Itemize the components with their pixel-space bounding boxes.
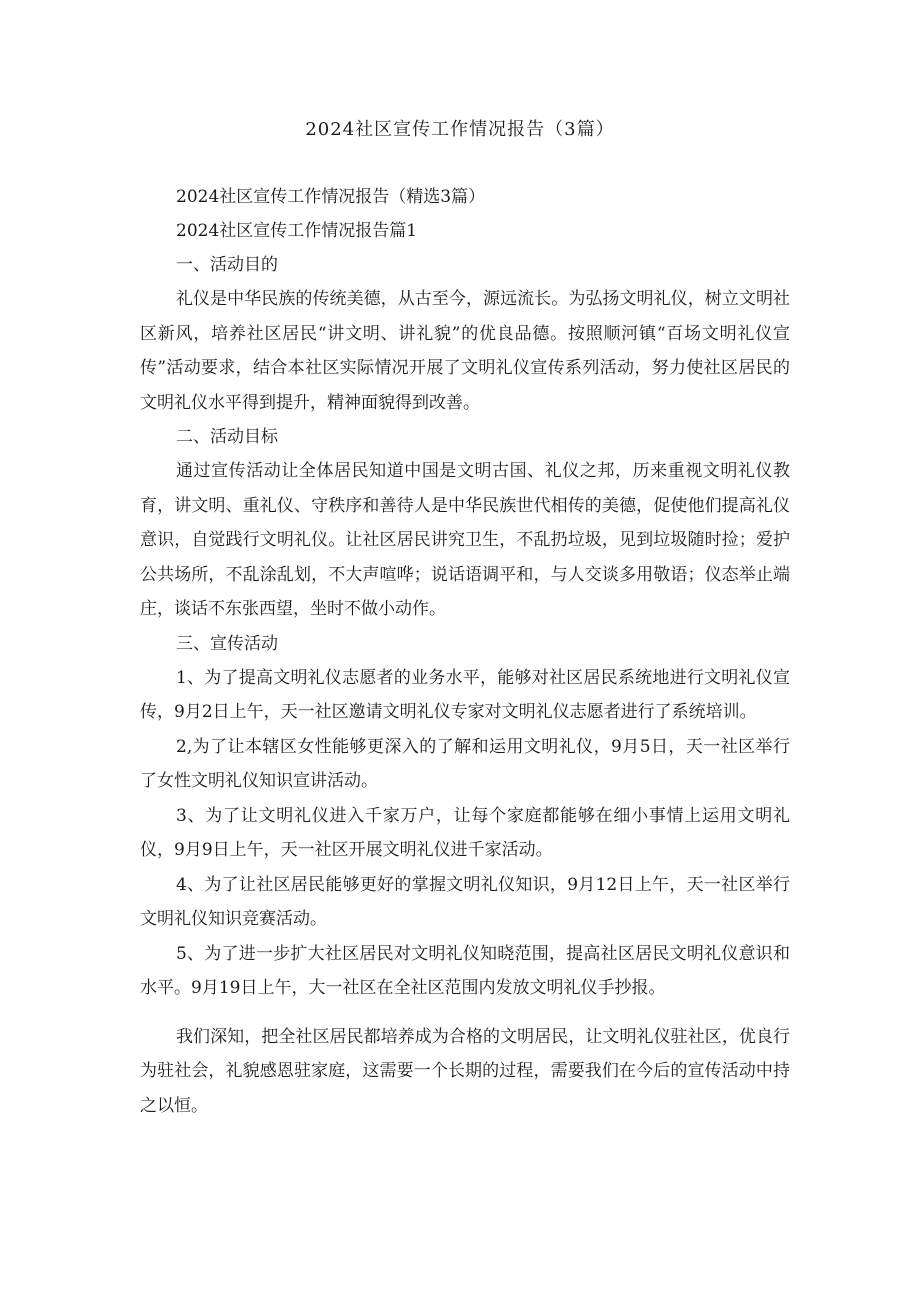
activity-item-4: 4、为了让社区居民能够更好的掌握文明礼仪知识，9月12日上午，天一社区举行文明礼仪知识竞赛活动。 — [140, 874, 790, 929]
document-subtitle: 2024社区宣传工作情况报告（精选3篇） — [176, 187, 486, 207]
section-heading-goal: 二、活动目标 — [176, 427, 278, 447]
paragraph-purpose: 礼仪是中华民族的传统美德，从古至今，源远流长。为弘扬文明礼仪，树立文明社区新风，培养社区居民“讲文明、讲礼貌”的优良品德。按照顺河镇“百场文明礼仪宣传”活动要求，结合本社区实际情况开展了文明礼仪宣传系列活动，努力使社区居民的文明礼仪水平得到提升，精神面貌得到改善。 — [140, 289, 790, 413]
activity-item-1: 1、为了提高文明礼仪志愿者的业务水平，能够对社区居民系统地进行文明礼仪宣传，9月2日上午，天一社区邀请文明礼仪专家对文明礼仪志愿者进行了系统培训。 — [140, 667, 790, 722]
activity-item-3: 3、为了让文明礼仪进入千家万户，让每个家庭都能够在细小事情上运用文明礼仪，9月9日上午，天一社区开展文明礼仪进千家活动。 — [140, 805, 790, 860]
paragraph-gap — [140, 1006, 790, 1020]
article-title: 2024社区宣传工作情况报告篇1 — [176, 221, 418, 241]
activity-item-5: 5、为了进一步扩大社区居民对文明礼仪知晓范围，提高社区居民文明礼仪意识和水平。9月19日上午，大一社区在全社区范围内发放文明礼仪手抄报。 — [140, 943, 790, 998]
document-title: 2024社区宣传工作情况报告（3篇） — [305, 119, 615, 140]
activity-item-2: 2,为了让本辖区女性能够更深入的了解和运用文明礼仪，9月5日，天一社区举行了女性文明礼仪知识宣讲活动。 — [140, 736, 790, 791]
section-heading-purpose: 一、活动目的 — [176, 255, 278, 275]
paragraph-goal: 通过宣传活动让全体居民知道中国是文明古国、礼仪之邦，历来重视文明礼仪教育，讲文明、重礼仪、守秩序和善待人是中华民族世代相传的美德，促使他们提高礼仪意识，自觉践行文明礼仪。让社区居民讲究卫生，不乱扔垃圾，见到垃圾随时捡；爱护公共场所，不乱涂乱划，不大声喧哗；说话语调平和，与人交谈多用敬语；仪态举止端庄，谈话不东张西望，坐时不做小动作。 — [140, 461, 790, 619]
paragraph-closing: 我们深知，把全社区居民都培养成为合格的文明居民，让文明礼仪驻社区，优良行为驻社会，礼貌感恩驻家庭，这需要一个长期的过程，需要我们在今后的宣传活动中持之以恒。 — [140, 1026, 790, 1116]
section-heading-activity: 三、宣传活动 — [176, 633, 278, 654]
document-body — [140, 180, 790, 1123]
